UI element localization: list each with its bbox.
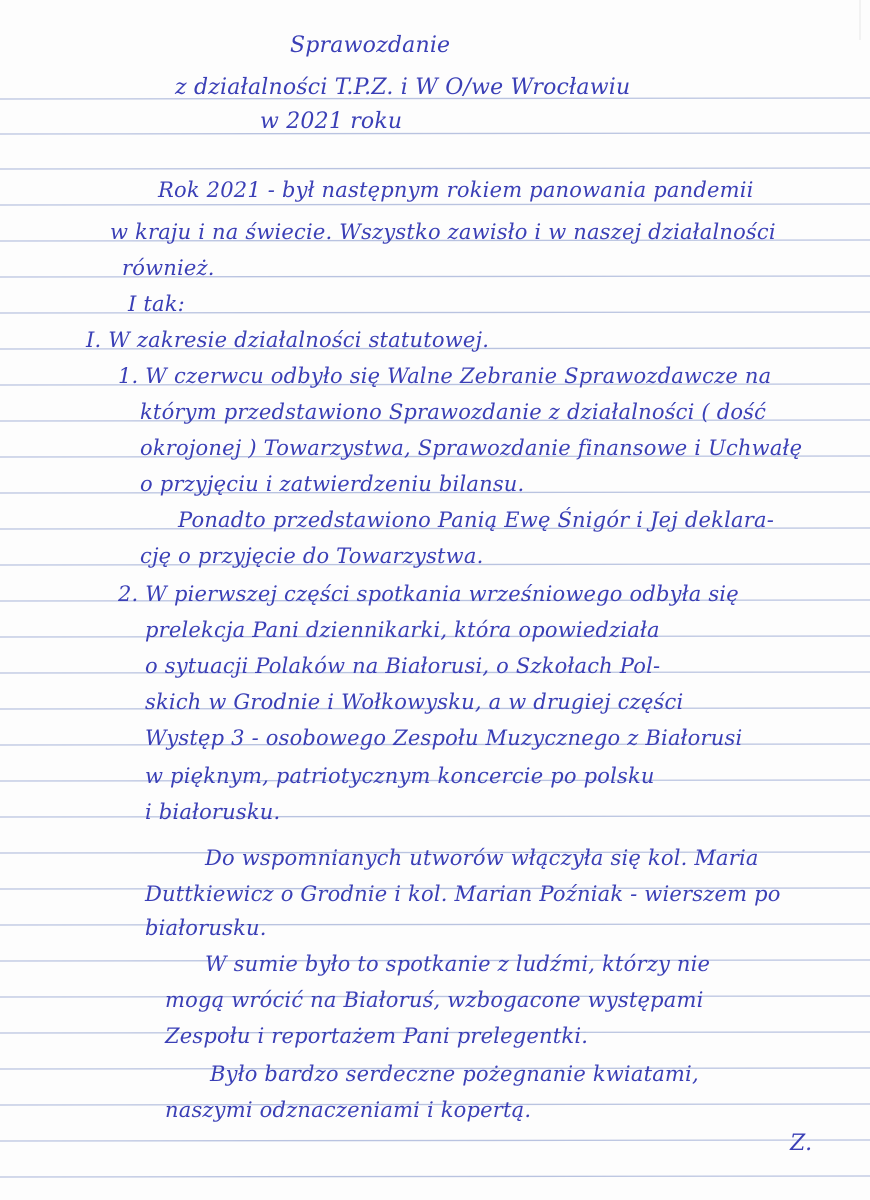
text-line: prelekcja Pani dziennikarki, która opowiedziała — [145, 618, 660, 642]
text-line: Zespołu i reportażem Pani prelegentki. — [165, 1024, 589, 1048]
text-line: o przyjęciu i zatwierdzeniu bilansu. — [140, 472, 525, 496]
text-line: I tak: — [128, 292, 185, 316]
report-subtitle: z działalności T.P.Z. i W O/we Wrocławiu — [175, 75, 631, 100]
text-line: w kraju i na świecie. Wszystko zawisło i w naszej działalności — [110, 220, 776, 244]
text-line: Rok 2021 - był następnym rokiem panowania pandemii — [158, 178, 754, 202]
text-line: Było bardzo serdeczne pożegnanie kwiatami, — [210, 1062, 699, 1086]
initial-mark: Z. — [790, 1131, 813, 1156]
text-line: Duttkiewicz o Grodnie i kol. Marian Poźniak - wierszem po — [145, 882, 781, 906]
text-line: białorusku. — [145, 916, 267, 940]
text-line: 2. W pierwszej części spotkania wrześniowego odbyła się — [118, 582, 739, 606]
text-line: Występ 3 - osobowego Zespołu Muzycznego z Białorusi — [145, 726, 743, 750]
text-line: Ponadto przedstawiono Panią Ewę Śnigór i Jej deklara- — [178, 508, 774, 532]
text-line: cję o przyjęcie do Towarzystwa. — [140, 544, 484, 568]
text-line: którym przedstawiono Sprawozdanie z działalności ( dość — [140, 400, 767, 424]
text-line: mogą wrócić na Białoruś, wzbogacone występami — [165, 988, 704, 1012]
text-line: w pięknym, patriotycznym koncercie po polsku — [145, 764, 655, 788]
text-line: również. — [122, 256, 215, 280]
text-line: o sytuacji Polaków na Białorusi, o Szkołach Pol- — [145, 654, 661, 678]
report-title: Sprawozdanie — [290, 33, 451, 58]
text-line: W sumie było to spotkanie z ludźmi, którzy nie — [205, 952, 711, 976]
report-year: w 2021 roku — [260, 109, 403, 134]
text-line: okrojonej ) Towarzystwa, Sprawozdanie finansowe i Uchwałę — [140, 436, 803, 460]
text-line: skich w Grodnie i Wołkowysku, a w drugiej części — [145, 690, 684, 714]
section-heading: I. W zakresie działalności statutowej. — [86, 328, 490, 352]
text-line: Do wspomnianych utworów włączyła się kol. Maria — [205, 846, 759, 870]
text-line: 1. W czerwcu odbyło się Walne Zebranie Sprawozdawcze na — [118, 364, 772, 388]
text-line: naszymi odznaczeniami i kopertą. — [165, 1098, 532, 1122]
text-line: i białorusku. — [145, 800, 281, 824]
